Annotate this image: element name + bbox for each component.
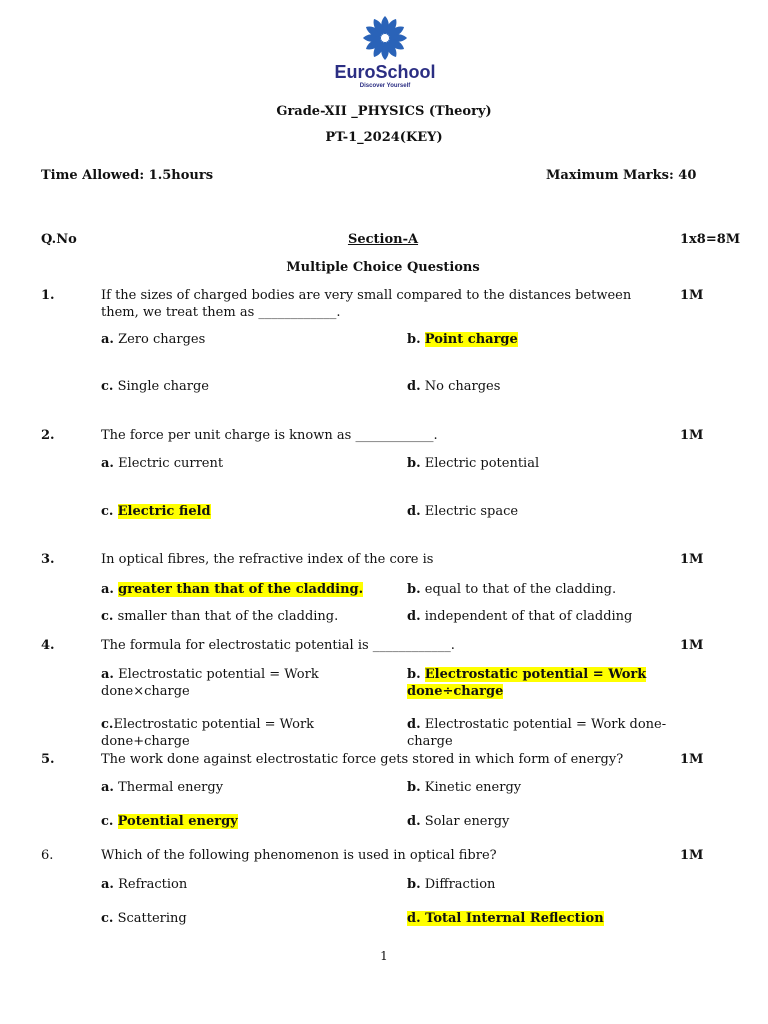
section-title-text: Section-A	[347, 232, 419, 247]
option-text: Zero charges	[113, 332, 206, 347]
option-c-answer	[101, 503, 211, 520]
option-a	[101, 876, 187, 893]
option-text-highlighted: Potential energy	[117, 814, 238, 829]
option-text-highlighted: Electrostatic potential = Work done÷charge	[407, 667, 647, 699]
option-a	[101, 779, 223, 796]
question-text: The work done against electrostatic force gets stored in which form of energy?	[101, 752, 624, 767]
option-letter: a.	[101, 456, 114, 471]
option-a	[101, 331, 205, 348]
option-letter: d.	[407, 504, 421, 519]
option-b-answer	[407, 666, 667, 700]
euroschool-logo-icon	[359, 14, 411, 62]
option-letter: b.	[407, 667, 421, 682]
option-letter: b.	[407, 456, 421, 471]
option-letter: d.	[407, 814, 421, 829]
option-a	[101, 455, 223, 472]
option-text-highlighted: d. Total Internal Reflection	[407, 911, 604, 926]
question-number: 3.	[41, 552, 55, 567]
question-marks: 1M	[680, 752, 704, 767]
option-text-highlighted: Electric field	[117, 504, 211, 519]
option-c	[101, 608, 338, 625]
option-text: Electric space	[420, 504, 519, 519]
option-a	[101, 666, 346, 700]
section-subtitle: Multiple Choice Questions	[286, 260, 480, 275]
test-line: PT-1_2024(KEY)	[325, 130, 443, 145]
option-letter: a.	[101, 877, 114, 892]
option-b	[407, 581, 616, 598]
question-number: 2.	[41, 428, 55, 443]
option-text: Scattering	[113, 911, 187, 926]
option-text: Electrostatic potential = Work done-charge	[407, 717, 667, 749]
option-b	[407, 779, 521, 796]
question-number: 5.	[41, 752, 55, 767]
question-marks: 1M	[680, 552, 704, 567]
option-d	[407, 378, 500, 395]
option-d	[407, 716, 669, 750]
question-number: 1.	[41, 288, 55, 303]
question-marks: 1M	[680, 638, 704, 653]
option-text: Electrostatic potential = Work done×charge	[101, 667, 319, 699]
option-text: Electric current	[113, 456, 224, 471]
option-letter: a.	[101, 780, 114, 795]
option-c	[101, 716, 346, 750]
option-d-answer	[407, 910, 604, 927]
question-text: The formula for electrostatic potential is ____________.	[101, 638, 455, 653]
option-letter: d.	[407, 379, 421, 394]
option-letter: c.	[101, 814, 114, 829]
option-text: independent of that of cladding	[420, 609, 633, 624]
question-number: 6.	[41, 848, 54, 863]
option-text: Electric potential	[420, 456, 540, 471]
question-marks: 1M	[680, 848, 704, 863]
option-text-highlighted: greater than that of the cladding.	[118, 582, 364, 597]
option-text-highlighted: Point charge	[424, 332, 518, 347]
option-d	[407, 608, 632, 625]
option-text: Refraction	[113, 877, 188, 892]
option-text: Electrostatic potential = Work done+charge	[101, 717, 315, 749]
option-letter: a.	[101, 582, 114, 597]
question-text: If the sizes of charged bodies are very small compared to the distances between them, we treat them as ____________.	[101, 288, 632, 320]
option-letter: b.	[407, 877, 421, 892]
option-letter: b.	[407, 582, 421, 597]
option-text: Single charge	[113, 379, 209, 394]
option-text: smaller than that of the cladding.	[113, 609, 339, 624]
logo-tagline: Discover Yourself	[359, 83, 411, 89]
option-letter: c.	[101, 911, 114, 926]
time-allowed: Time Allowed: 1.5hours	[41, 168, 214, 183]
section-marks: 1x8=8M	[680, 232, 741, 247]
option-text: Kinetic energy	[420, 780, 522, 795]
option-text: Thermal energy	[113, 780, 224, 795]
option-letter: b.	[407, 780, 421, 795]
question-text: Which of the following phenomenon is used in optical fibre?	[101, 848, 497, 863]
question-text: In optical fibres, the refractive index of the core is	[101, 552, 434, 567]
option-text: No charges	[420, 379, 501, 394]
option-d	[407, 503, 518, 520]
question-number: 4.	[41, 638, 55, 653]
maximum-marks: Maximum Marks: 40	[546, 168, 697, 183]
question-text: The force per unit charge is known as ____________.	[101, 428, 438, 443]
option-letter: c.	[101, 379, 114, 394]
grade-line: Grade-XII _PHYSICS (Theory)	[276, 104, 492, 119]
page-number: 1	[380, 949, 388, 963]
option-b-answer	[407, 331, 518, 348]
option-letter: c.	[101, 609, 114, 624]
option-text: equal to that of the cladding.	[420, 582, 617, 597]
option-a-answer	[101, 581, 363, 598]
option-text: Solar energy	[420, 814, 510, 829]
option-b	[407, 455, 539, 472]
question-marks: 1M	[680, 288, 704, 303]
qno-label: Q.No	[41, 232, 77, 247]
question-marks: 1M	[680, 428, 704, 443]
option-text: Diffraction	[420, 877, 496, 892]
option-b	[407, 876, 495, 893]
option-c	[101, 910, 187, 927]
option-c-answer	[101, 813, 238, 830]
option-letter: a.	[101, 332, 114, 347]
option-d	[407, 813, 509, 830]
section-title	[283, 231, 483, 248]
logo-brand: EuroSchool	[334, 62, 436, 82]
option-c	[101, 378, 209, 395]
option-letter: b.	[407, 332, 421, 347]
option-letter: d.	[407, 717, 421, 732]
option-letter: c.	[101, 717, 114, 732]
option-letter: d.	[407, 609, 421, 624]
option-letter: c.	[101, 504, 114, 519]
option-letter: a.	[101, 667, 114, 682]
